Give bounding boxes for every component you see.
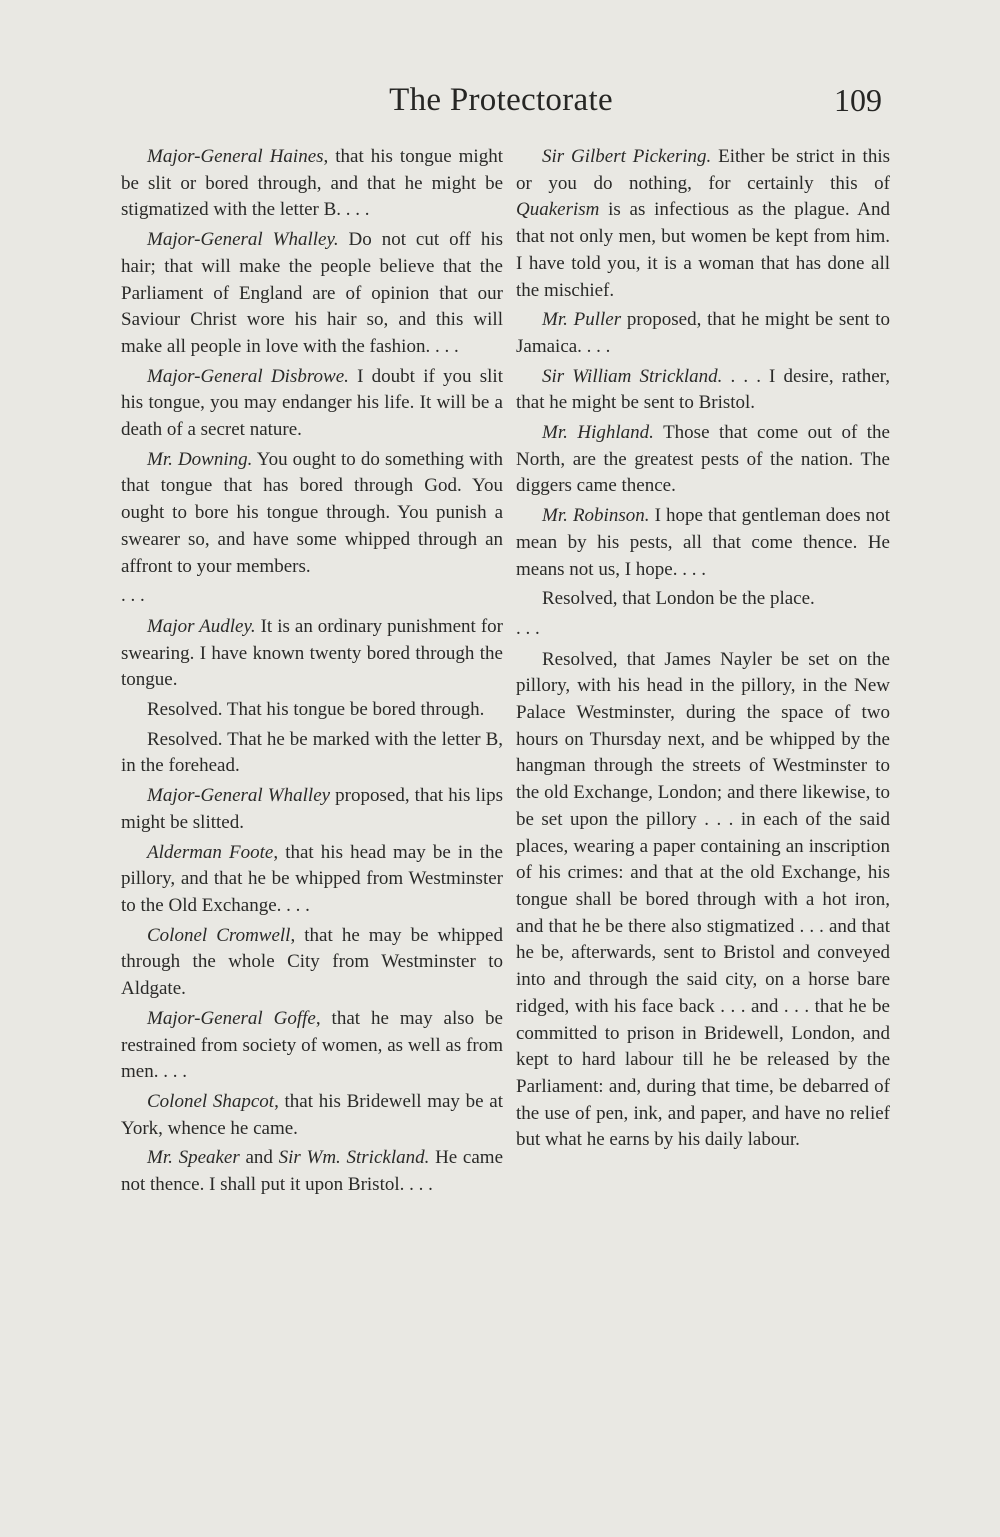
paragraph: Mr. Highland. Those that come out of the North, are the greatest pests of the nation. The diggers came thence. xyxy=(516,422,890,497)
paragraph: Alderman Foote, that his head may be in the pillory, and that he be whipped from Westminster to the Old Exchange. . . . xyxy=(121,841,503,916)
paragraph: Mr. Robinson. I hope that gentleman does not mean by his pests, all that come thence. He means not us, I hope. . . . xyxy=(516,505,890,580)
speaker-name: Alderman Foote xyxy=(147,841,274,863)
speaker-name: Colonel Cromwell xyxy=(147,924,291,946)
ellipsis-line: . . . xyxy=(121,585,145,607)
resolution: Resolved, that James Nayler be set on the pillory, with his head in the pillory, in the New Palace Westminster, during the space of two hours on Thursday next, and be whipped by the hangman through the streets of Westminster to the old Exchange, London; and there likewise, to be set upon the pillory . . . in each of the said places, wearing a paper containing an inscription of his crimes: and that at the old Exchange, his tongue shall be bored through with a hot iron, and that he be there also stigmatized . . . and that he be, afterwards, sent to Bristol and conveyed into and through the said city, on a horse bare ridged, with his face back . . . and . . . that he be committed to prison in Bridewell, London, and kept to hard labour till he be released by the Parliament: and, during that time, be debarred of the use of pen, ink, and paper, and have no relief but what he earns by his daily labour. xyxy=(516,648,890,1151)
speaker-name: Mr. Highland. xyxy=(542,422,654,444)
speaker-name: Major-General Haines xyxy=(147,146,324,167)
resolution: Resolved, that London be the place. xyxy=(542,588,815,610)
speaker-name: Mr. Downing. xyxy=(147,448,253,470)
page-number: 109 xyxy=(834,82,882,118)
speaker-name: Mr. Speaker xyxy=(147,1147,240,1169)
paragraph: Colonel Shapcot, that his Bridewell may be at York, whence he came. xyxy=(121,1090,503,1139)
paragraph: Major-General Disbrowe. I doubt if you slit his tongue, you may endanger his life. It will be a death of a secret nature. xyxy=(121,365,503,441)
running-head xyxy=(120,82,882,132)
paragraph: Mr. Puller proposed, that he might be sent to Jamaica. . . . xyxy=(516,309,891,357)
left-column xyxy=(121,144,503,1202)
paragraph: Major-General Goffe, that he may also be restrained from society of women, as well as from men. . . . xyxy=(121,1007,503,1083)
speaker-name: Mr. Robinson. xyxy=(542,505,650,527)
speaker-name: Major-General Goffe xyxy=(147,1007,316,1029)
speaker-name: Sir Wm. Strickland. xyxy=(278,1147,430,1169)
right-column xyxy=(516,144,890,1157)
paragraph: Major Audley. It is an ordinary punishment for swearing. I have known twenty bored through the tongue. xyxy=(121,615,503,691)
speaker-name: Sir Gilbert Pickering. xyxy=(542,146,712,167)
speaker-name: Sir William Strickland. xyxy=(542,365,723,387)
emphasis: Quakerism xyxy=(516,199,600,221)
paragraph: Major-General Haines, that his tongue might be slit or bored through, and that he might be stigmatized with the letter B. . . . xyxy=(121,146,503,221)
paragraph: Sir William Strickland. . . . I desire, rather, that he might be sent to Bristol. xyxy=(516,365,890,414)
speaker-name: Mr. Puller xyxy=(542,309,622,331)
running-title: The Protectorate xyxy=(389,82,613,118)
paragraph: Colonel Cromwell, that he may be whipped through the whole City from Westminster to Aldgate. xyxy=(121,924,503,1000)
speaker-name: Major-General Disbrowe. xyxy=(147,365,349,387)
paragraph: Mr. Speaker and Sir Wm. Strickland. He came not thence. I shall put it upon Bristol. . . . xyxy=(121,1147,504,1196)
speaker-name: Colonel Shapcot xyxy=(147,1090,275,1112)
paragraph: Sir Gilbert Pickering. Either be strict in this or you do nothing, for certainly this of Quakerism is as infectious as the plague. And that not only men, but women be kept from him. I have told you, it is a woman that has done all the mischief. xyxy=(516,146,890,301)
paragraph: Mr. Downing. You ought to do something with that tongue that has bored through God. You ought to bore his tongue through. You punish a swearer so, and have some whipped through an affront to your members. xyxy=(121,448,503,577)
resolution: Resolved. That his tongue be bored through. xyxy=(147,699,485,721)
speaker-name: Major-General Whalley xyxy=(147,785,331,807)
paragraph: Major-General Whalley. Do not cut off his hair; that will make the people believe that the Parliament of England are of opinion that our Saviour Christ wore his hair so, and this will make all people in love with the fashion. . . . xyxy=(121,229,503,357)
resolution: Resolved. That he be marked with the letter B, in the forehead. xyxy=(121,728,503,777)
ellipsis-line: . . . xyxy=(516,617,540,639)
paragraph: Major-General Whalley proposed, that his lips might be slitted. xyxy=(121,785,503,833)
speaker-name: Major Audley. xyxy=(147,615,256,637)
speaker-name: Major-General Whalley. xyxy=(147,229,339,251)
